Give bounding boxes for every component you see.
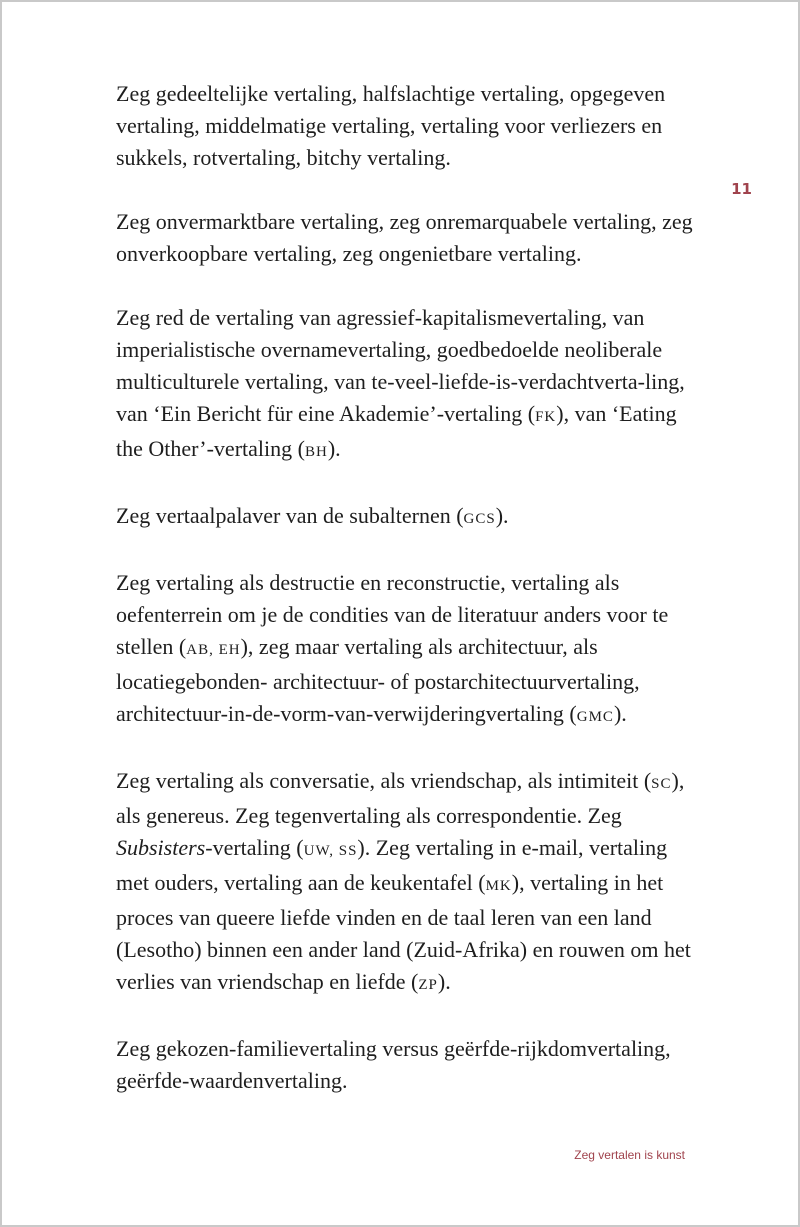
paragraph-text: ), vertaling in het proces van queere liefde vinden en de taal leren van een land (Lesotho) binnen een ander land (Zuid-Afrika) en rouwen om het verlies van vriendschap en liefde ( [116,870,691,994]
paragraph-6 [116,765,696,1001]
author-initials: FK [535,409,557,425]
paragraph-4 [116,500,696,535]
paragraph-5 [116,567,696,733]
paragraph-1 [116,78,696,174]
paragraph-text: Zeg red de vertaling van agressief-kapitalismevertaling, van imperialistische overnamevertaling, goedbedoelde neoliberale multiculturele vertaling, van te-veel-liefde-is-verdachtverta-ling, van ‘Ein Bericht für eine Akademie’-vertaling ( [116,305,685,426]
paragraph-text: Zeg vertaalpalaver van de subalternen ( [116,503,464,528]
paragraph-2 [116,206,696,270]
italic-title: Subsisters [116,835,206,860]
author-initials: GCS [463,511,496,527]
paragraph-text: ). Zeg vertaling in e-mail, vertaling met ouders, vertaling aan de keukentafel ( [116,835,668,895]
paragraph-text: Zeg gekozen-familievertaling versus geërfde-rijkdomvertaling, geërfde-waardenvertaling. [116,1036,671,1093]
paragraph-text: ). [327,436,341,461]
paragraph-text: ). [437,969,451,994]
paragraph-3 [116,302,696,468]
author-initials: BH [304,444,328,460]
paragraph-text: Zeg onvermarktbare vertaling, zeg onremarquabele vertaling, zeg onverkoopbare vertaling, zeg ongenietbare vertaling. [116,209,693,266]
page-number: 11 [731,180,752,198]
author-initials: AB, EH [186,642,241,658]
paragraph-7 [116,1033,696,1097]
paragraph-text: ), zeg maar vertaling als architectuur, als locatiegebonden- architectuur- of postarchitectuurvertaling, architectuur-in-de-vorm-van-verwijderingvertaling ( [116,634,640,726]
author-initials: MK [485,878,512,894]
paragraph-text: -vertaling ( [205,835,304,860]
paragraph-text: ). [495,503,509,528]
paragraph-text: ), van ‘Eating the Other’-vertaling ( [116,401,677,461]
body-text [116,78,696,1129]
paragraph-text: Zeg gedeeltelijke vertaling, halfslachtige vertaling, opgegeven vertaling, middelmatige vertaling, vertaling voor verliezers en sukkels, rotvertaling, bitchy vertaling. [116,81,666,170]
paragraph-text: ). [613,701,627,726]
author-initials: UW, SS [303,843,358,859]
paragraph-text: Zeg vertaling als destructie en reconstructie, vertaling als oefenterrein om je de condities van de literatuur anders voor te stellen ( [116,570,669,659]
author-initials: ZP [418,977,438,993]
paragraph-text: Zeg vertaling als conversatie, als vriendschap, als intimiteit ( [116,768,652,793]
paragraph-text: ), als genereus. Zeg tegenvertaling als correspondentie. Zeg [116,768,685,828]
author-initials: GMC [576,709,614,725]
author-initials: SC [651,776,672,792]
running-footer: Zeg vertalen is kunst [574,1148,685,1162]
